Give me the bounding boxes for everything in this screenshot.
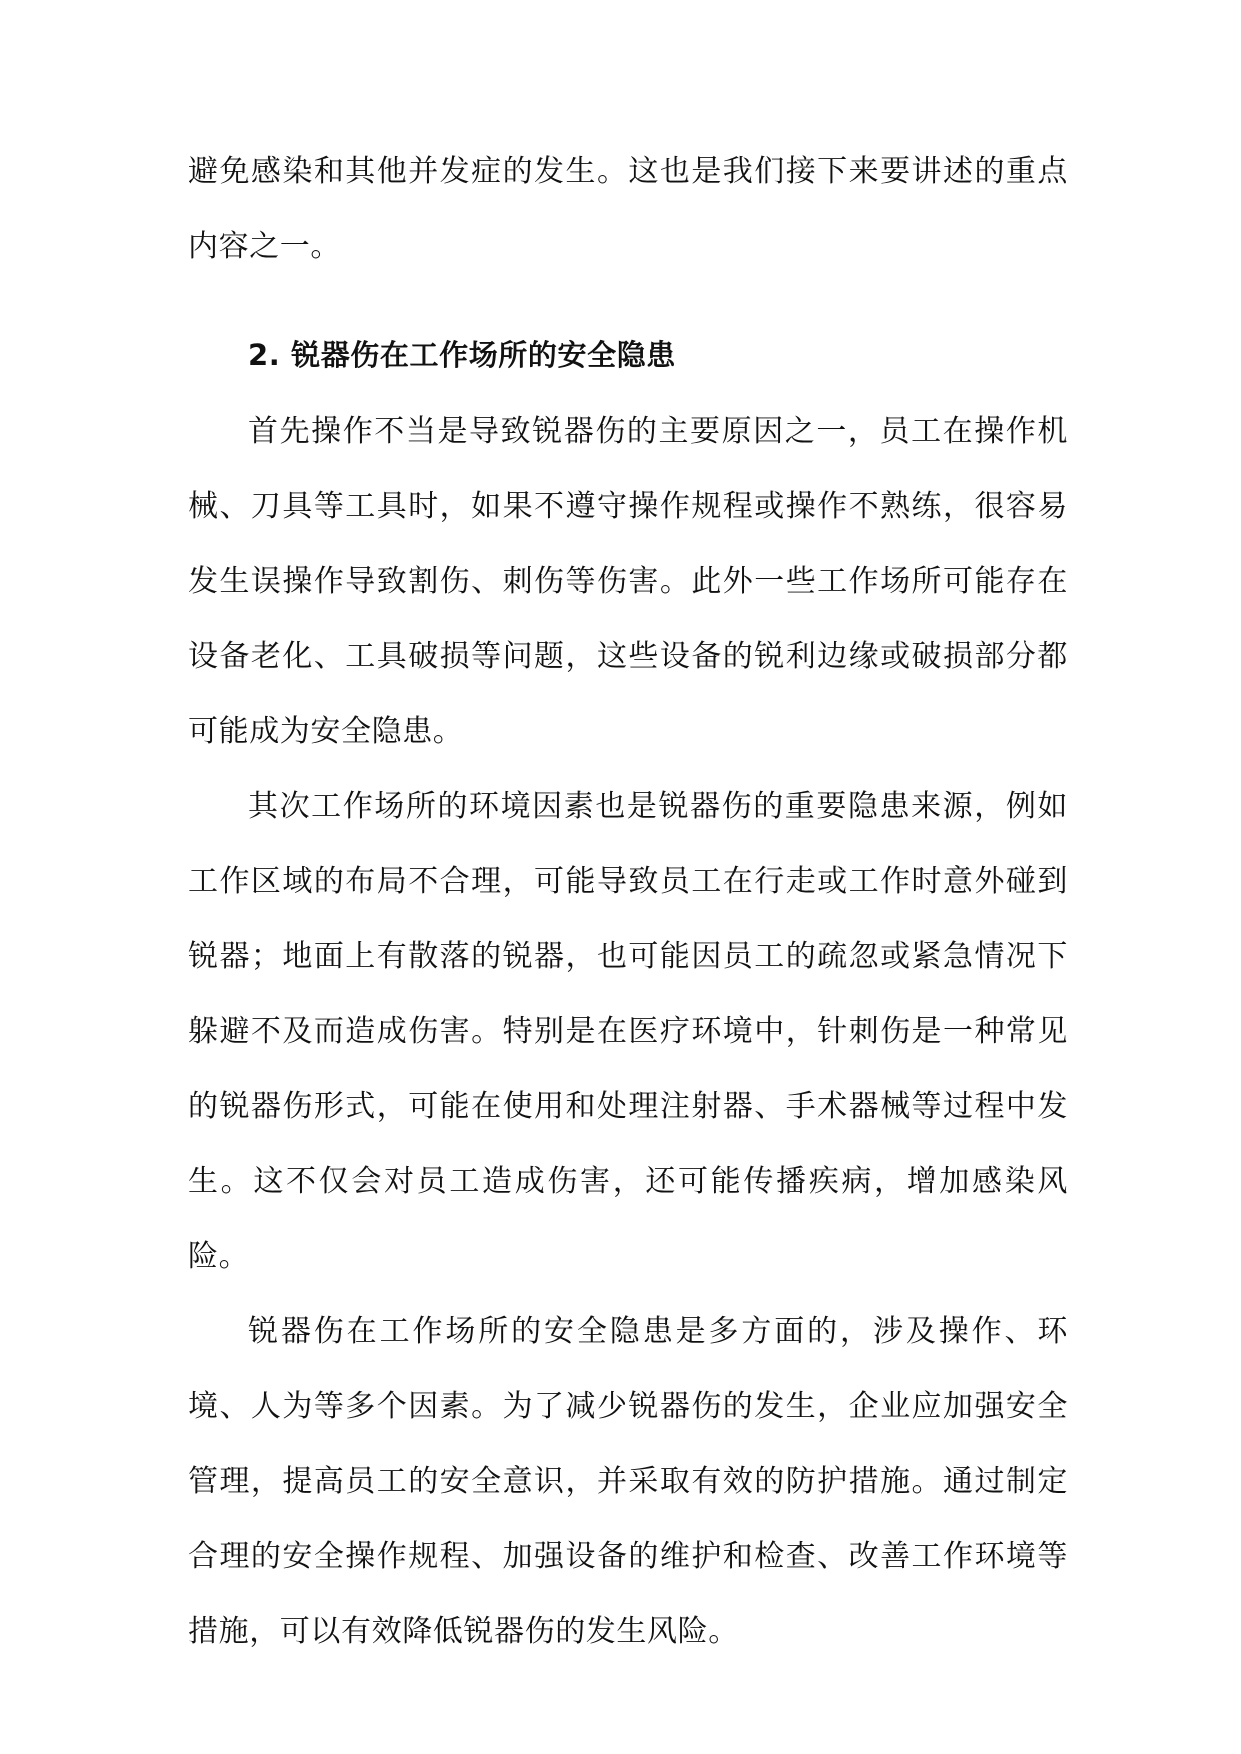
section-heading-block xyxy=(248,318,1128,393)
body-paragraph-environment: 其次工作场所的环境因素也是锐器伤的重要隐患来源，例如工作区域的布局不合理，可能导致员工在行走或工作时意外碰到锐器；地面上有散落的锐器，也可能因员工的疏忽或紧急情况下躲避不及而造成伤害。特别是在医疗环境中，针刺伤是一种常见的锐器伤形式，可能在使用和处理注射器、手术器械等过程中发生。这不仅会对员工造成伤害，还可能传播疾病，增加感染风险。 xyxy=(188,789,1068,1274)
body-paragraph-operation: 首先操作不当是导致锐器伤的主要原因之一，员工在操作机械、刀具等工具时，如果不遵守操作规程或操作不熟练，很容易发生误操作导致割伤、刺伤等伤害。此外一些工作场所可能存在设备老化、工具破损等问题，这些设备的锐利边缘或破损部分都可能成为安全隐患。 xyxy=(188,414,1068,749)
continuation-block xyxy=(188,134,1068,284)
section-heading: 2. 锐器伤在工作场所的安全隐患 xyxy=(248,338,676,372)
body-text-block xyxy=(188,394,1068,1669)
continuation-paragraph: 避免感染和其他并发症的发生。这也是我们接下来要讲述的重点内容之一。 xyxy=(188,154,1068,264)
body-paragraph-summary: 锐器伤在工作场所的安全隐患是多方面的，涉及操作、环境、人为等多个因素。为了减少锐器伤的发生，企业应加强安全管理，提高员工的安全意识，并采取有效的防护措施。通过制定合理的安全操作规程、加强设备的维护和检查、改善工作环境等措施，可以有效降低锐器伤的发生风险。 xyxy=(188,1314,1068,1649)
